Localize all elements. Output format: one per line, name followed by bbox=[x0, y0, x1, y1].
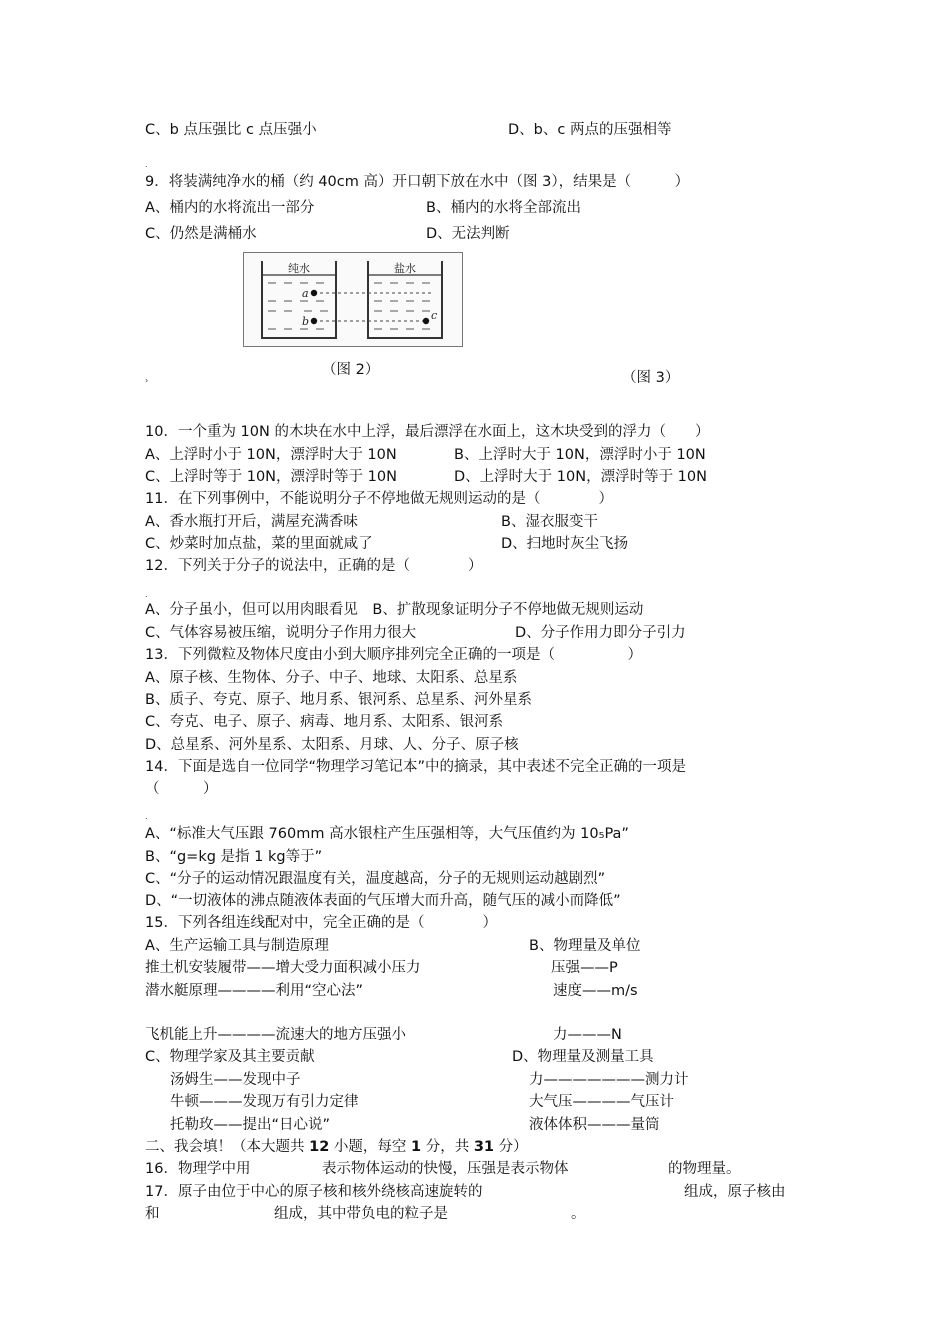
q8-option-c: C、b 点压强比 c 点压强小 bbox=[145, 122, 317, 138]
q9-option-b: B、桶内的水将全部流出 bbox=[426, 200, 581, 216]
q15-b-line1: 压强——P bbox=[551, 960, 618, 976]
point-b-marker bbox=[311, 318, 317, 324]
right-beaker-label: 盐水 bbox=[394, 262, 416, 275]
q15-c-line2: 牛顿———发现万有引力定律 bbox=[170, 1094, 359, 1110]
point-b-label: b bbox=[302, 315, 310, 328]
q14-question: 14．下面是选自一位同学“物理学习笔记本”中的摘录，其中表述不完全正确的一项是 bbox=[145, 759, 686, 775]
q11-option-d: D、扫地时灰尘飞扬 bbox=[501, 536, 629, 552]
point-a-label: a bbox=[302, 287, 309, 300]
q15-c-line3: 托勒玫——提出“日心说” bbox=[170, 1117, 331, 1133]
q12-options-ab: A、分子虽小，但可以用肉眼看见 B、扩散现象证明分子不停地做无规则运动 bbox=[145, 602, 644, 618]
q15-group-d-title: D、物理量及测量工具 bbox=[512, 1049, 654, 1065]
q10-option-a: A、上浮时小于 10N，漂浮时大于 10N bbox=[145, 447, 397, 463]
q9-option-a: A、桶内的水将流出一部分 bbox=[145, 200, 315, 216]
q15-d-line3: 液体体积———量筒 bbox=[529, 1117, 660, 1133]
q15-c-line1: 汤姆生——发现中子 bbox=[170, 1072, 301, 1088]
q10-option-b: B、上浮时大于 10N，漂浮时小于 10N bbox=[454, 447, 706, 463]
q14-option-d: D、“一切液体的沸点随液体表面的气压增大而升高，随气压的减小而降低” bbox=[145, 893, 621, 909]
figure-2-beakers bbox=[243, 252, 463, 347]
q14-option-a: A、“标准大气压跟 760mm 高水银柱产生压强相等，大气压值约为 10₅Pa” bbox=[145, 826, 629, 842]
point-a-marker bbox=[311, 290, 317, 296]
q17-part5: 。 bbox=[571, 1206, 586, 1222]
q10-option-c: C、上浮时等于 10N，漂浮时等于 10N bbox=[145, 469, 397, 485]
q17-part4: 组成，其中带负电的粒子是 bbox=[274, 1206, 448, 1222]
q15-a-line1: 推土机安装履带——增大受力面积减小压力 bbox=[145, 960, 421, 976]
figure-3-caption: （图 3） bbox=[622, 370, 680, 386]
q15-b-line3: 力———N bbox=[553, 1027, 622, 1043]
section-2-heading: 二、我会填！（本大题共 12 小题，每空 1 分，共 31 分） bbox=[145, 1139, 528, 1155]
point-c-label: c bbox=[431, 309, 438, 322]
q13-option-b: B、质子、夸克、原子、地月系、银河系、总星系、河外星系 bbox=[145, 692, 532, 708]
q14-option-c: C、“分子的运动情况跟温度有关，温度越高，分子的无规则运动越剧烈” bbox=[145, 871, 606, 887]
q11-option-b: B、湿衣服变干 bbox=[501, 514, 598, 530]
q12-option-c: C、气体容易被压缩，说明分子作用力很大 bbox=[145, 625, 417, 641]
q17-part1: 17．原子由位于中心的原子核和核外绕核高速旋转的 bbox=[145, 1184, 483, 1200]
q15-d-line2: 大气压————气压计 bbox=[529, 1094, 674, 1110]
q15-group-a-title: A、生产运输工具与制造原理 bbox=[145, 938, 329, 954]
q14-option-b: B、“g=kg 是指 1 kg等于” bbox=[145, 849, 323, 865]
q15-b-line2: 速度——m/s bbox=[553, 983, 638, 999]
q9-option-c: C、仍然是满桶水 bbox=[145, 226, 257, 242]
q16-part3: 的物理量。 bbox=[668, 1161, 741, 1177]
q16-part1: 16．物理学中用 bbox=[145, 1161, 251, 1177]
q12-option-d: D、分子作用力即分子引力 bbox=[515, 625, 686, 641]
q13-option-c: C、夸克、电子、原子、病毒、地月系、太阳系、银河系 bbox=[145, 714, 504, 730]
q15-a-line2: 潜水艇原理————利用“空心法” bbox=[145, 983, 364, 999]
q11-option-c: C、炒菜时加点盐，菜的里面就咸了 bbox=[145, 536, 373, 552]
q16-part2: 表示物体运动的快慢，压强是表示物体 bbox=[322, 1161, 569, 1177]
q11-option-a: A、香水瓶打开后，满屋充满香味 bbox=[145, 514, 358, 530]
q15-a-line3: 飞机能上升————流速大的地方压强小 bbox=[145, 1027, 406, 1043]
q8-option-d: D、b、c 两点的压强相等 bbox=[508, 122, 672, 138]
figure-2-caption: （图 2） bbox=[322, 362, 380, 378]
q15-group-c-title: C、物理学家及其主要贡献 bbox=[145, 1049, 315, 1065]
left-beaker-label: 纯水 bbox=[288, 262, 310, 275]
q11-question: 11．在下列事例中，不能说明分子不停地做无规则运动的是（ ） bbox=[145, 491, 613, 507]
q10-option-d: D、上浮时大于 10N，漂浮时等于 10N bbox=[454, 469, 707, 485]
q9-question: 9．将装满纯净水的桶（约 40cm 高）开口朝下放在水中（图 3），结果是（ ） bbox=[145, 174, 690, 190]
q15-question: 15．下列各组连线配对中，完全正确的是（ ） bbox=[145, 915, 497, 931]
q9-option-d: D、无法判断 bbox=[426, 226, 510, 242]
q17-part3: 和 bbox=[145, 1206, 160, 1222]
q13-question: 13．下列微粒及物体尺度由小到大顺序排列完全正确的一项是（ ） bbox=[145, 647, 642, 663]
q13-option-d: D、总星系、河外星系、太阳系、月球、人、分子、原子核 bbox=[145, 737, 519, 753]
beakers-drawing bbox=[244, 253, 462, 346]
q14-paren: （ ） bbox=[145, 781, 218, 797]
q12-question: 12．下列关于分子的说法中，正确的是（ ） bbox=[145, 558, 483, 574]
q13-option-a: A、原子核、生物体、分子、中子、地球、太阳系、总星系 bbox=[145, 670, 518, 686]
q15-group-b-title: B、物理量及单位 bbox=[529, 938, 641, 954]
point-c-marker bbox=[423, 318, 429, 324]
q15-d-line1: 力———————测力计 bbox=[529, 1072, 689, 1088]
q10-question: 10．一个重为 10N 的木块在水中上浮，最后漂浮在水面上，这木块受到的浮力（ ） bbox=[145, 424, 710, 440]
q17-part2: 组成，原子核由 bbox=[684, 1184, 786, 1200]
